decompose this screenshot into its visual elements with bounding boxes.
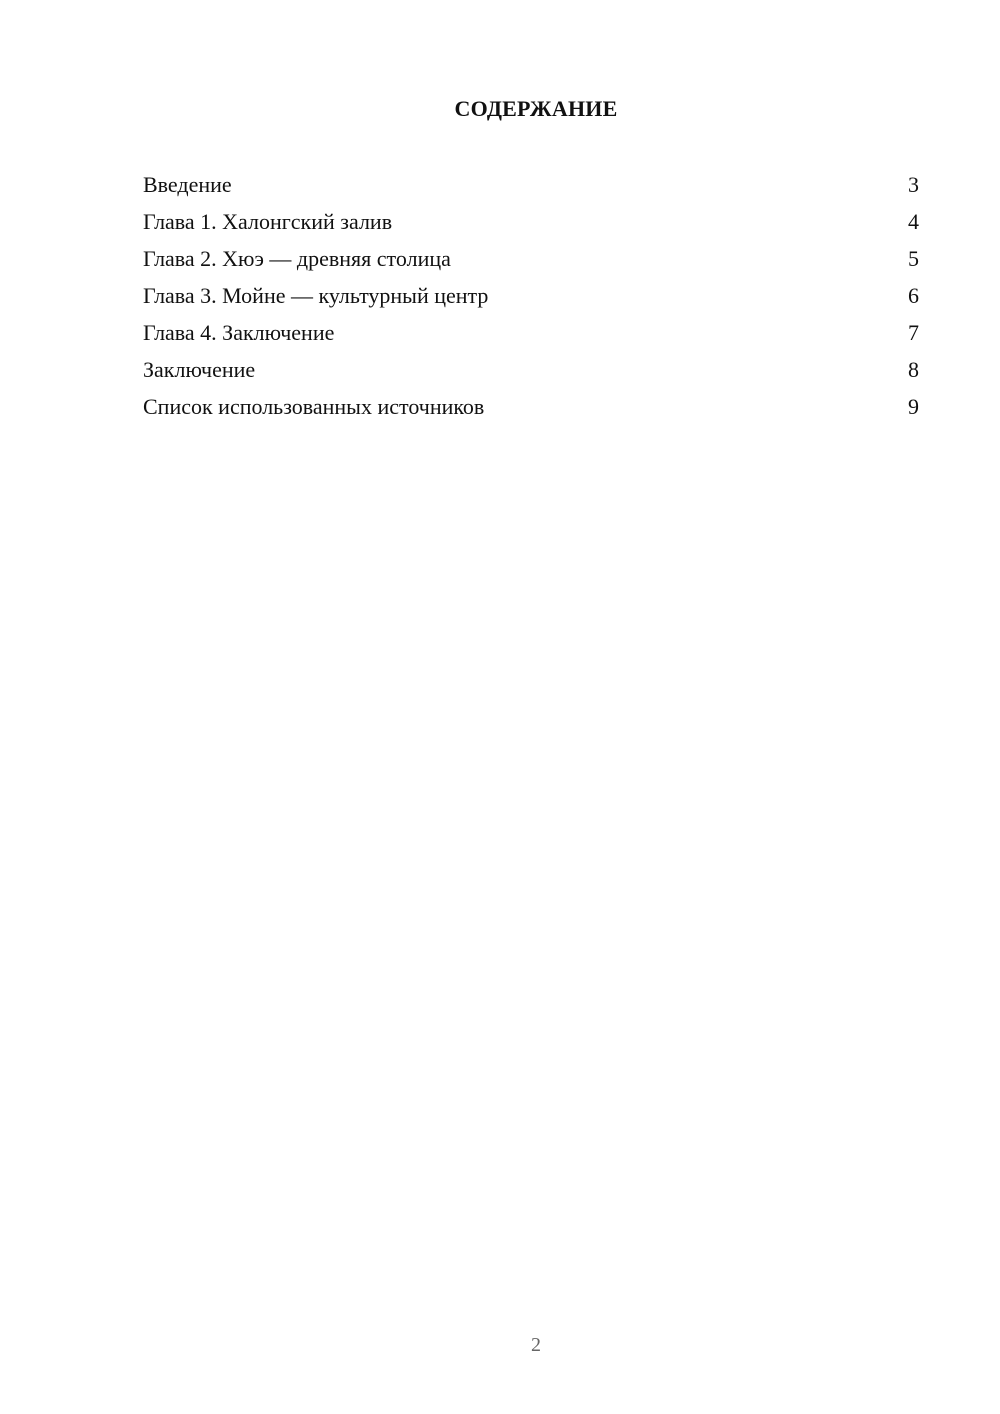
toc-item-page: 7 xyxy=(908,320,919,345)
toc-item-introduction xyxy=(143,170,919,207)
toc-item-chapter-3 xyxy=(143,281,919,318)
toc-item-chapter-4 xyxy=(143,318,919,355)
toc-item-references xyxy=(143,392,919,429)
toc-title: СОДЕРЖАНИЕ xyxy=(454,96,618,121)
toc-item-page: 5 xyxy=(908,246,919,271)
toc-item-label: Список использованных источников xyxy=(143,394,485,419)
page-number: 2 xyxy=(531,1334,541,1356)
toc-item-chapter-2 xyxy=(143,244,919,281)
toc-item-chapter-1 xyxy=(143,207,919,244)
toc-item-page: 8 xyxy=(908,357,919,382)
toc-item-conclusion xyxy=(143,355,919,392)
table-of-contents xyxy=(143,170,919,429)
toc-item-page: 3 xyxy=(908,172,919,197)
toc-item-label: Глава 4. Заключение xyxy=(143,320,335,345)
toc-item-label: Глава 2. Хюэ — древняя столица xyxy=(143,246,451,271)
toc-item-label: Глава 1. Халонгский залив xyxy=(143,209,393,234)
toc-item-page: 9 xyxy=(908,394,919,419)
toc-item-page: 4 xyxy=(908,209,919,234)
toc-item-label: Глава 3. Мойне — культурный центр xyxy=(143,283,489,308)
toc-item-label: Заключение xyxy=(143,357,256,382)
toc-item-label: Введение xyxy=(143,172,232,197)
toc-item-page: 6 xyxy=(908,283,919,308)
